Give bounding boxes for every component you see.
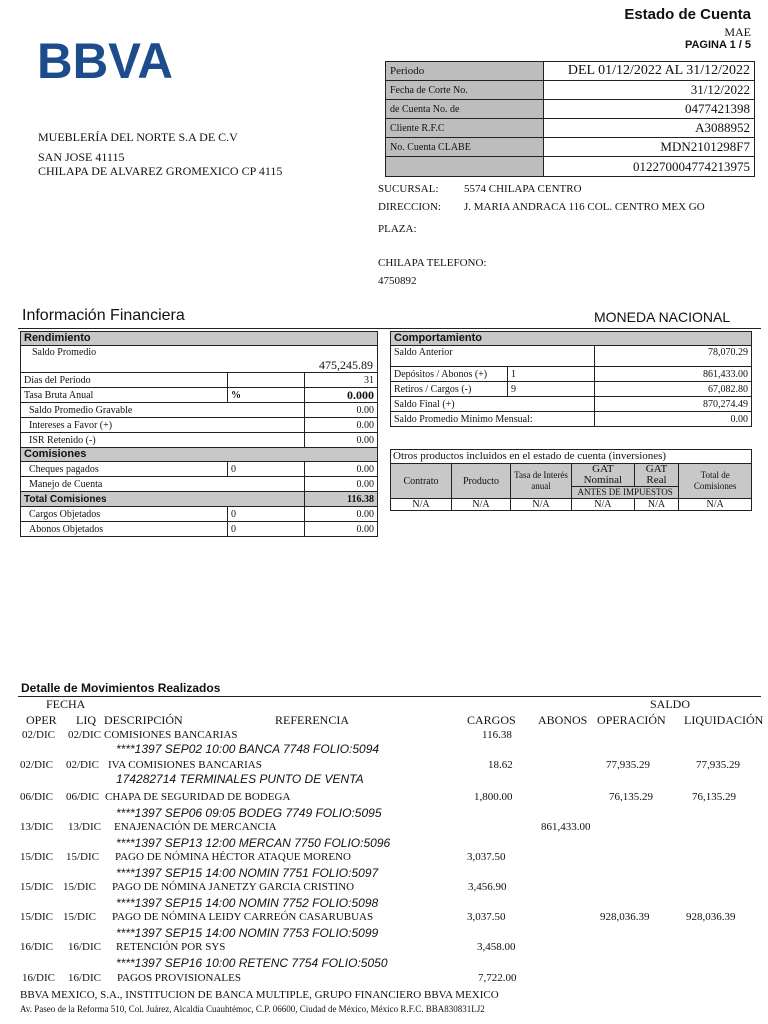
direccion-label: DIRECCION: (378, 201, 441, 213)
otros-value: N/A (679, 499, 752, 511)
intereses-value: 0.00 (305, 418, 378, 433)
row-oper: 13/DIC (20, 821, 53, 833)
saldo-anterior-label: Saldo Anterior (391, 346, 595, 367)
account-row (386, 100, 754, 119)
row-saldo-op: 76,135.29 (609, 791, 653, 803)
comportamiento-table (390, 331, 752, 427)
row-oper: 02/DIC (22, 729, 55, 741)
row-liq: 02/DIC (68, 729, 101, 741)
retiros-value: 67,082.80 (594, 382, 751, 397)
tasa-value: 0.000 (305, 388, 378, 403)
cheques-count: 0 (228, 462, 305, 477)
rendimiento-header: Rendimiento (21, 332, 378, 346)
comisiones-header: Comisiones (21, 448, 378, 462)
depositos-label: Depósitos / Abonos (+) (391, 367, 508, 382)
row-cargo: 3,458.00 (477, 941, 516, 953)
page-indicator: PAGINA 1 / 5 (684, 39, 751, 51)
cargos-objetados-value: 0.00 (305, 507, 378, 522)
clabe-value: 012270004774213975 (633, 158, 750, 174)
otros-value: N/A (452, 499, 511, 511)
abonos-objetados-count: 0 (228, 522, 305, 537)
row-cargo: 116.38 (482, 729, 512, 741)
client-address (38, 130, 282, 178)
row-liq: 15/DIC (63, 911, 96, 923)
row-liq: 13/DIC (68, 821, 101, 833)
rfc-value: MDN2101298F7 (660, 139, 750, 154)
row-oper: 16/DIC (20, 941, 53, 953)
clabe-row (386, 138, 754, 157)
row-cargo: 18.62 (488, 759, 513, 771)
dias-label: Días del Periodo (21, 373, 228, 388)
gravable-value: 0.00 (305, 403, 378, 418)
saldo-anterior-value: 78,070.29 (594, 346, 751, 367)
otros-value: N/A (511, 499, 572, 511)
row-desc: PAGO DE NÓMINA LEIDY CARREÓN CASARUBUAS (112, 911, 374, 923)
header-descripcion: DESCRIPCIÓN (104, 713, 183, 727)
otros-productos-table (390, 449, 752, 511)
row-liq: 15/DIC (66, 851, 99, 863)
row-ref: ****1397 SEP13 12:00 MERCAN 7750 FOLIO:5096 (116, 836, 391, 850)
saldo-minimo-value: 0.00 (594, 412, 751, 427)
telefono-label: CHILAPA TELEFONO: (378, 257, 487, 269)
row-oper: 02/DIC (20, 759, 53, 771)
row-ref: ****1397 SEP15 14:00 NOMIN 7753 FOLIO:5099 (116, 926, 379, 940)
branch-info (378, 180, 705, 290)
cutoff-row (386, 81, 754, 100)
client-city: CHILAPA DE ALVAREZ GROMEXICO CP 4115 (38, 164, 283, 178)
saldo-promedio-label: Saldo Promedio (32, 347, 97, 358)
total-comisiones-label: Total Comisiones (21, 492, 305, 507)
row-cargo: 3,037.50 (467, 851, 506, 863)
header-saldo: SALDO (650, 697, 691, 711)
row-cargo: 3,037.50 (467, 911, 506, 923)
row-oper: 15/DIC (20, 851, 53, 863)
row-saldo-op: 928,036.39 (600, 911, 650, 923)
client-row (386, 119, 754, 138)
row-desc: PAGO DE NÓMINA JANETZY GARCIA CRISTINO (112, 881, 355, 893)
plaza-label: PLAZA: (378, 223, 417, 235)
telefono-value: 4750892 (378, 275, 417, 287)
cutoff-label: Fecha de Corte No. (386, 81, 544, 99)
row-liq: 06/DIC (66, 791, 99, 803)
col-tasa: Tasa de Interés anual (511, 464, 572, 499)
col-antes-impuestos: ANTES DE IMPUESTOS (572, 487, 679, 499)
footer-bank: BBVA MEXICO, S.A., INSTITUCION DE BANCA MULTIPLE, GRUPO FINANCIERO BBVA MEXICO (20, 989, 499, 1001)
cutoff-value: 31/12/2022 (690, 82, 750, 97)
dias-value: 31 (305, 373, 378, 388)
footer-address: Av. Paseo de la Reforma 510, Col. Juárez, Alcaldía Cuauhtémoc, C.P. 06600, Ciudad de México, México R.F.C. BBA830831LJ2 (20, 1004, 485, 1014)
account-label: de Cuenta No. de (386, 100, 544, 118)
retiros-count: 9 (508, 382, 595, 397)
abonos-objetados-label: Abonos Objetados (21, 522, 228, 537)
tasa-pct: % (228, 388, 305, 403)
isr-label: ISR Retenido (-) (21, 433, 305, 448)
document-title: Estado de Cuenta (624, 6, 751, 23)
col-producto: Producto (452, 464, 511, 499)
direccion-value: J. MARIA ANDRACA 116 COL. CENTRO MEX GO (464, 201, 705, 213)
row-oper: 15/DIC (20, 881, 53, 893)
retiros-label: Retiros / Cargos (-) (391, 382, 508, 397)
row-oper: 16/DIC (22, 972, 55, 984)
otros-title: Otros productos incluidos en el estado de cuenta (inversiones) (391, 450, 752, 464)
total-comisiones-value: 116.38 (305, 492, 378, 507)
rendimiento-table (20, 331, 378, 537)
row-desc: PAGO DE NÓMINA HÉCTOR ATAQUE MORENO (115, 851, 351, 863)
row-ref: ****1397 SEP06 09:05 BODEG 7749 FOLIO:5095 (116, 806, 382, 820)
row-desc: PAGOS PROVISIONALES (117, 972, 241, 984)
row-ref: ****1397 SEP02 10:00 BANCA 7748 FOLIO:5094 (116, 742, 380, 756)
comportamiento-header: Comportamiento (391, 332, 752, 346)
col-gat-nominal: GAT Nominal (572, 464, 635, 487)
header-abonos: ABONOS (538, 713, 588, 727)
clabe-number-row (386, 157, 754, 176)
col-gat-real: GAT Real (634, 464, 679, 487)
saldo-promedio-value: 475,245.89 (319, 358, 373, 372)
row-ref: ****1397 SEP16 10:00 RETENC 7754 FOLIO:5050 (116, 956, 388, 970)
saldo-final-label: Saldo Final (+) (391, 397, 595, 412)
abonos-objetados-value: 0.00 (305, 522, 378, 537)
otros-value: N/A (572, 499, 635, 511)
document-code: MAE (724, 25, 751, 39)
row-saldo-liq: 928,036.39 (686, 911, 736, 923)
sucursal-label: SUCURSAL: (378, 183, 439, 195)
header-oper: OPER (26, 713, 57, 727)
otros-value: N/A (634, 499, 679, 511)
client-value: A3088952 (695, 120, 750, 135)
period-box (385, 61, 755, 177)
row-liq: 15/DIC (63, 881, 96, 893)
row-oper: 15/DIC (20, 911, 53, 923)
intereses-label: Intereses a Favor (+) (21, 418, 305, 433)
currency-label: MONEDA NACIONAL (594, 309, 731, 325)
sucursal-value: 5574 CHILAPA CENTRO (464, 183, 582, 195)
row-liq: 16/DIC (68, 941, 101, 953)
period-value: DEL 01/12/2022 AL 31/12/2022 (567, 63, 750, 78)
header-liq: LIQ (76, 713, 96, 727)
row-ref: 174282714 TERMINALES PUNTO DE VENTA (116, 772, 364, 786)
bbva-logo (37, 37, 173, 81)
otros-value: N/A (391, 499, 452, 511)
saldo-final-value: 870,274.49 (594, 397, 751, 412)
header-operacion: OPERACIÓN (597, 713, 666, 727)
row-cargo: 3,456.90 (468, 881, 507, 893)
section-title: Información Financiera (22, 307, 185, 324)
col-contrato: Contrato (391, 464, 452, 499)
depositos-value: 861,433.00 (594, 367, 751, 382)
gravable-label: Saldo Promedio Gravable (21, 403, 305, 418)
header-liquidacion: LIQUIDACIÓN (684, 713, 764, 727)
divider (18, 328, 761, 329)
row-desc: IVA COMISIONES BANCARIAS (108, 759, 262, 771)
svg-text:BBVA: BBVA (37, 37, 173, 81)
row-desc: COMISIONES BANCARIAS (104, 729, 238, 741)
row-cargo: 7,722.00 (478, 972, 517, 984)
header-referencia: REFERENCIA (275, 713, 350, 727)
row-ref: ****1397 SEP15 14:00 NOMIN 7751 FOLIO:5097 (116, 866, 379, 880)
isr-value: 0.00 (305, 433, 378, 448)
client-name: MUEBLERÍA DEL NORTE S.A DE C.V (38, 130, 238, 144)
header-fecha: FECHA (46, 697, 86, 711)
tasa-label: Tasa Bruta Anual (21, 388, 228, 403)
row-saldo-liq: 76,135.29 (692, 791, 736, 803)
account-value: 0477421398 (685, 101, 750, 116)
dias-blank (228, 373, 305, 388)
clabe-label: No. Cuenta CLABE (386, 138, 544, 156)
cheques-value: 0.00 (305, 462, 378, 477)
saldo-promedio-cell (21, 346, 378, 373)
col-total-comisiones: Total de Comisiones (679, 464, 752, 499)
client-label: Cliente R.F.C (386, 119, 544, 137)
row-desc: CHAPA DE SEGURIDAD DE BODEGA (105, 791, 291, 803)
row-ref: ****1397 SEP15 14:00 NOMIN 7752 FOLIO:5098 (116, 896, 379, 910)
row-desc: RETENCIÓN POR SYS (116, 941, 226, 953)
period-label: Periodo (386, 62, 544, 80)
cargos-objetados-count: 0 (228, 507, 305, 522)
saldo-minimo-label: Saldo Promedio Mínimo Mensual: (391, 412, 595, 427)
row-liq: 02/DIC (66, 759, 99, 771)
row-cargo: 1,800.00 (474, 791, 513, 803)
header-cargos: CARGOS (467, 713, 516, 727)
row-desc: ENAJENACIÓN DE MERCANCIA (114, 821, 277, 833)
movimientos-title: Detalle de Movimientos Realizados (21, 681, 221, 695)
row-oper: 06/DIC (20, 791, 53, 803)
client-street: SAN JOSE 41115 (38, 150, 125, 164)
clabe-blank-label (386, 157, 544, 176)
cargos-objetados-label: Cargos Objetados (21, 507, 228, 522)
row-saldo-op: 77,935.29 (606, 759, 650, 771)
row-liq: 16/DIC (68, 972, 101, 984)
cheques-label: Cheques pagados (21, 462, 228, 477)
row-abono: 861,433.00 (541, 821, 591, 833)
period-row (386, 62, 754, 81)
depositos-count: 1 (508, 367, 595, 382)
row-saldo-liq: 77,935.29 (696, 759, 740, 771)
manejo-label: Manejo de Cuenta (21, 477, 305, 492)
manejo-value: 0.00 (305, 477, 378, 492)
